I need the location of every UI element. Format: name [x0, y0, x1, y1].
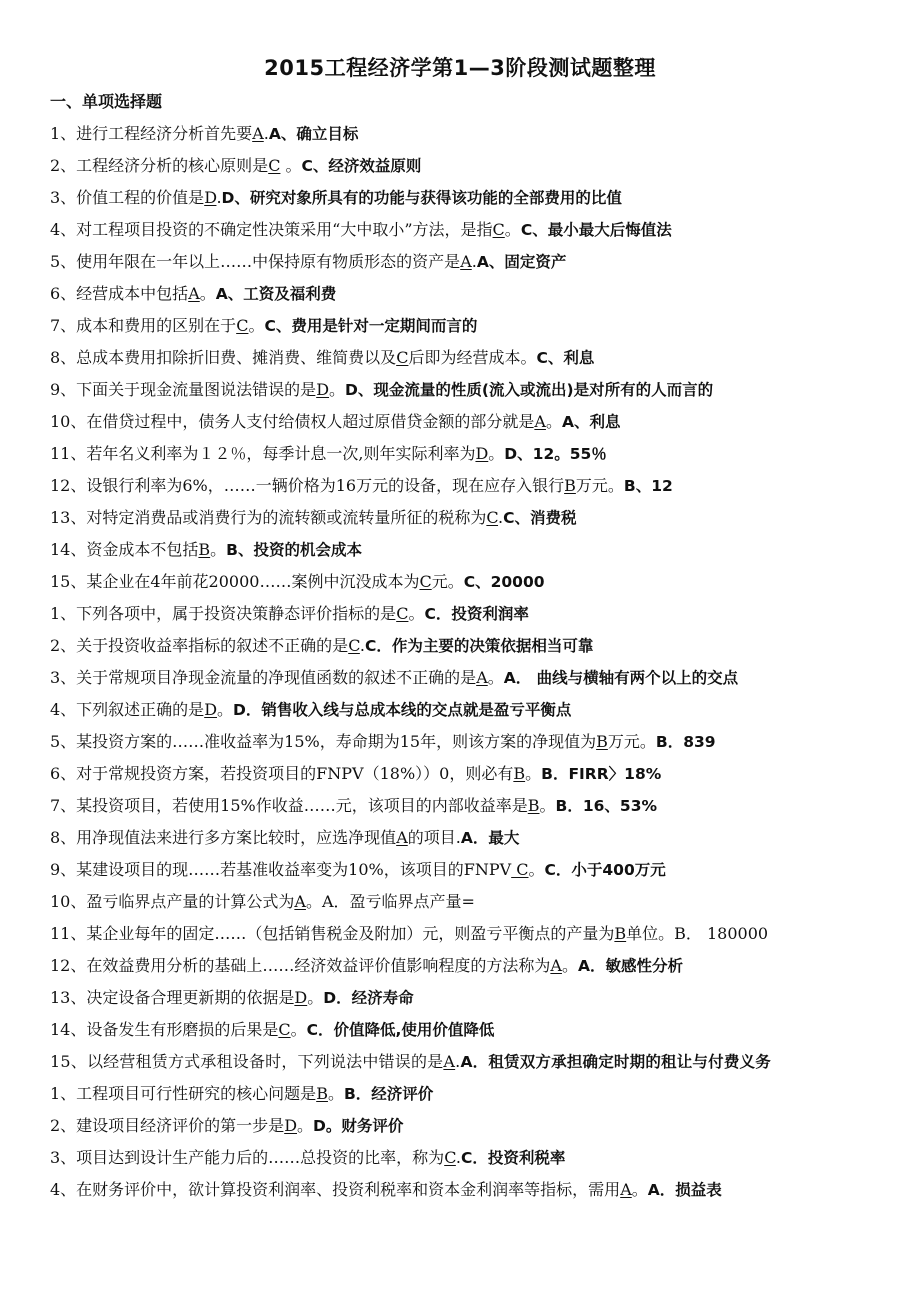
question-line — [50, 118, 882, 150]
question-text: 4、对工程项目投资的不确定性决策采用“大中取小”方法，是指 — [50, 220, 493, 239]
answer-separator: 。 — [487, 668, 504, 687]
answer-letter: A — [620, 1180, 632, 1199]
question-line — [50, 278, 882, 310]
question-text: 4、下列叙述正确的是 — [50, 700, 205, 719]
answer-separator: . — [471, 252, 477, 271]
question-line — [50, 630, 882, 662]
answer-separator: . — [498, 508, 504, 527]
answer-text: A．租赁双方承担确定时期的租让与付费义务 — [460, 1053, 771, 1071]
question-text: 7、成本和费用的区别在于 — [50, 316, 237, 335]
question-line — [50, 726, 882, 758]
answer-separator: 万元。 — [607, 732, 656, 751]
answer-text: C．价值降低,使用价值降低 — [306, 1021, 495, 1039]
answer-text: A、确立目标 — [268, 125, 359, 143]
question-line — [50, 470, 882, 502]
answer-text: C、经济效益原则 — [301, 157, 422, 175]
answer-text: C、20000 — [463, 573, 545, 591]
answer-text: C．作为主要的决策依据相当可靠 — [364, 637, 594, 655]
question-text: 10、盈亏临界点产量的计算公式为 — [50, 892, 295, 911]
answer-separator: 。 — [280, 156, 302, 175]
answer-separator: 。 — [199, 284, 216, 303]
question-line — [50, 150, 882, 182]
question-text: 9、下面关于现金流量图说法错误的是 — [50, 380, 317, 399]
section-heading: 一、单项选择题 — [50, 92, 163, 111]
answer-letter: B — [527, 796, 540, 815]
answer-separator: . — [455, 1148, 461, 1167]
answer-text: B、12 — [623, 477, 673, 495]
answer-letter: B — [316, 1084, 328, 1103]
question-line — [50, 950, 882, 982]
question-text: 15、以经营租赁方式承租设备时，下列说法中错误的是 — [50, 1052, 444, 1071]
answer-letter: C — [396, 348, 409, 367]
question-text: 1、下列各项中，属于投资决策静态评价指标的是 — [50, 604, 397, 623]
answer-separator: 。 — [488, 444, 505, 463]
question-text: 12、设银行利率为6%，……一辆价格为16万元的设备，现在应存入银行 — [50, 476, 565, 495]
question-line — [50, 1014, 882, 1046]
answer-text: C、最小最大后悔值法 — [520, 221, 672, 239]
answer-text: B．经济评价 — [343, 1085, 434, 1103]
answer-separator: . — [263, 124, 269, 143]
answer-letter: D — [204, 188, 217, 207]
answer-letter: B — [614, 924, 627, 943]
question-line — [50, 214, 882, 246]
answer-separator: 。 — [210, 540, 227, 559]
question-text: 5、使用年限在一年以上……中保持原有物质形态的资产是 — [50, 252, 461, 271]
question-line — [50, 694, 882, 726]
question-line — [50, 982, 882, 1014]
answer-letter: C — [486, 508, 499, 527]
question-text: 8、用净现值法来进行多方案比较时，应选净现值 — [50, 828, 397, 847]
answer-text: A、利息 — [561, 413, 621, 431]
answer-letter: A — [550, 956, 562, 975]
question-text: 3、项目达到设计生产能力后的……总投资的比率，称为 — [50, 1148, 445, 1167]
answer-letter: D — [475, 444, 489, 463]
question-line — [50, 854, 882, 886]
answer-separator: 。 — [561, 956, 578, 975]
answer-separator: 万元。 — [575, 476, 624, 495]
answer-letter: D — [204, 700, 218, 719]
answer-text: D。财务评价 — [313, 1117, 404, 1135]
answer-text: A．损益表 — [647, 1181, 722, 1199]
question-text: 3、关于常规项目净现金流量的净现值函数的叙述不正确的是 — [50, 668, 477, 687]
answer-text: A．最大 — [460, 829, 520, 847]
question-text: 6、经营成本中包括 — [50, 284, 189, 303]
answer-letter: A — [460, 252, 472, 271]
answer-text: C、消费税 — [503, 509, 577, 527]
answer-letter: C — [511, 860, 529, 879]
answer-letter: B — [198, 540, 211, 559]
answer-separator: 。 — [408, 604, 425, 623]
question-text: 11、若年名义利率为１２％，每季计息一次,则年实际利率为 — [50, 444, 476, 463]
answer-text: D、12。55％ — [504, 445, 607, 463]
answer-separator: 。 — [545, 412, 562, 431]
answer-text: A、固定资产 — [476, 253, 567, 271]
page-title: 2015工程经济学第1—3阶段测试题整理 — [264, 56, 656, 80]
answer-separator: 。 — [504, 220, 521, 239]
answer-text: A． 曲线与横轴有两个以上的交点 — [503, 669, 739, 687]
answer-separator: 。 — [217, 700, 234, 719]
answer-letter: A — [252, 124, 264, 143]
answer-separator: 元。 — [431, 572, 464, 591]
answer-letter: A — [188, 284, 200, 303]
answer-text: B．839 — [655, 733, 716, 751]
answer-letter: C — [492, 220, 505, 239]
question-line — [50, 566, 882, 598]
question-line — [50, 822, 882, 854]
answer-text: D、研究对象所具有的功能与获得该功能的全部费用的比值 — [221, 189, 622, 207]
question-text: 13、决定设备合理更新期的依据是 — [50, 988, 295, 1007]
question-text: 9、某建设项目的现……若基准收益率变为10%，该项目的FNPV — [50, 860, 512, 879]
question-text: 6、对于常规投资方案，若投资项目的FNPV（18%））0，则必有 — [50, 764, 514, 783]
answer-letter: A — [443, 1052, 456, 1071]
question-line — [50, 886, 882, 918]
answer-letter: B — [596, 732, 608, 751]
answer-text: A、工资及福利费 — [215, 285, 337, 303]
question-text: 10、在借贷过程中，债务人支付给债权人超过原借贷金额的部分就是 — [50, 412, 535, 431]
answer-separator: 。 — [305, 892, 322, 911]
answer-text: C．投资利润率 — [424, 605, 529, 623]
question-text: 7、某投资项目，若使用15%作收益……元，该项目的内部收益率是 — [50, 796, 528, 815]
question-line — [50, 790, 882, 822]
question-text: 5、某投资方案的……准收益率为15%，寿命期为15年，则该方案的净现值为 — [50, 732, 597, 751]
answer-letter: D — [316, 380, 330, 399]
answer-letter: A — [534, 412, 546, 431]
question-text: 1、进行工程经济分析首先要 — [50, 124, 253, 143]
question-text: 8、总成本费用扣除折旧费、摊消费、维简费以及 — [50, 348, 397, 367]
question-line — [50, 918, 882, 950]
answer-letter: C — [236, 316, 249, 335]
answer-separator: 单位。 — [626, 924, 675, 943]
question-text: 12、在效益费用分析的基础上……经济效益评价值影响程度的方法称为 — [50, 956, 551, 975]
question-line — [50, 246, 882, 278]
answer-text: B．16、53% — [555, 797, 658, 815]
answer-letter: D — [284, 1116, 298, 1135]
question-line — [50, 182, 882, 214]
answer-text: B． 180000 — [674, 924, 769, 943]
answer-separator: 。 — [307, 988, 324, 1007]
question-text: 3、价值工程的价值是 — [50, 188, 205, 207]
answer-separator: 。 — [297, 1116, 314, 1135]
answer-letter: C — [396, 604, 409, 623]
answer-text: B．FIRR〉18% — [541, 765, 662, 783]
question-text: 15、某企业在4年前花20000……案例中沉没成本为 — [50, 572, 420, 591]
question-line — [50, 758, 882, 790]
answer-separator: . — [359, 636, 365, 655]
question-line — [50, 342, 882, 374]
answer-separator: 。 — [327, 1084, 344, 1103]
answer-separator: 。 — [248, 316, 265, 335]
question-line — [50, 1078, 882, 1110]
answer-text: C．小于400万元 — [544, 861, 666, 879]
answer-separator: 。 — [631, 1180, 648, 1199]
question-text: 1、工程项目可行性研究的核心问题是 — [50, 1084, 317, 1103]
answer-text: B、投资的机会成本 — [226, 541, 362, 559]
answer-text: C．投资利税率 — [460, 1149, 566, 1167]
answer-separator: . — [455, 1052, 461, 1071]
answer-letter: C — [348, 636, 360, 655]
question-list — [50, 118, 882, 1206]
question-line — [50, 598, 882, 630]
question-text: 13、对特定消费品或消费行为的流转额或流转量所征的税称为 — [50, 508, 487, 527]
question-line — [50, 502, 882, 534]
answer-text: C、利息 — [536, 349, 595, 367]
answer-text: A．敏感性分析 — [577, 957, 683, 975]
question-line — [50, 1046, 882, 1078]
question-text: 14、设备发生有形磨损的后果是 — [50, 1020, 279, 1039]
question-line — [50, 1110, 882, 1142]
answer-text: D．经济寿命 — [323, 989, 414, 1007]
answer-letter: C — [444, 1148, 456, 1167]
answer-letter: B — [564, 476, 576, 495]
question-line — [50, 438, 882, 470]
question-text: 2、关于投资收益率指标的叙述不正确的是 — [50, 636, 349, 655]
answer-text: D、现金流量的性质(流入或流出)是对所有的人而言的 — [345, 381, 714, 399]
answer-letter: A — [294, 892, 306, 911]
answer-separator: . — [216, 188, 222, 207]
question-line — [50, 662, 882, 694]
answer-separator: 。 — [329, 380, 346, 399]
answer-letter: C — [268, 156, 281, 175]
question-text: 2、工程经济分析的核心原则是 — [50, 156, 269, 175]
question-text: 2、建设项目经济评价的第一步是 — [50, 1116, 285, 1135]
answer-separator: 。 — [525, 764, 542, 783]
answer-text: D．销售收入线与总成本线的交点就是盈亏平衡点 — [233, 701, 572, 719]
answer-letter: D — [294, 988, 308, 1007]
question-text: 4、在财务评价中，欲计算投资利润率、投资利税率和资本金利润率等指标，需用 — [50, 1180, 621, 1199]
question-line — [50, 534, 882, 566]
answer-letter: C — [419, 572, 432, 591]
answer-letter: C — [278, 1020, 291, 1039]
answer-letter: A — [396, 828, 408, 847]
answer-separator: 。 — [539, 796, 556, 815]
question-line — [50, 310, 882, 342]
question-line — [50, 374, 882, 406]
question-line — [50, 1142, 882, 1174]
answer-text: C、费用是针对一定期间而言的 — [264, 317, 478, 335]
answer-separator: 后即为经营成本。 — [408, 348, 537, 367]
answer-letter: B — [513, 764, 526, 783]
question-line — [50, 1174, 882, 1206]
answer-separator: 的项目. — [407, 828, 461, 847]
question-line — [50, 406, 882, 438]
answer-letter: A — [476, 668, 488, 687]
question-text: 11、某企业每年的固定……（包括销售税金及附加）元，则盈亏平衡点的产量为 — [50, 924, 615, 943]
question-text: 14、资金成本不包括 — [50, 540, 199, 559]
answer-text: A．盈亏临界点产量= — [321, 892, 475, 911]
answer-separator: 。 — [528, 860, 545, 879]
answer-separator: 。 — [290, 1020, 307, 1039]
